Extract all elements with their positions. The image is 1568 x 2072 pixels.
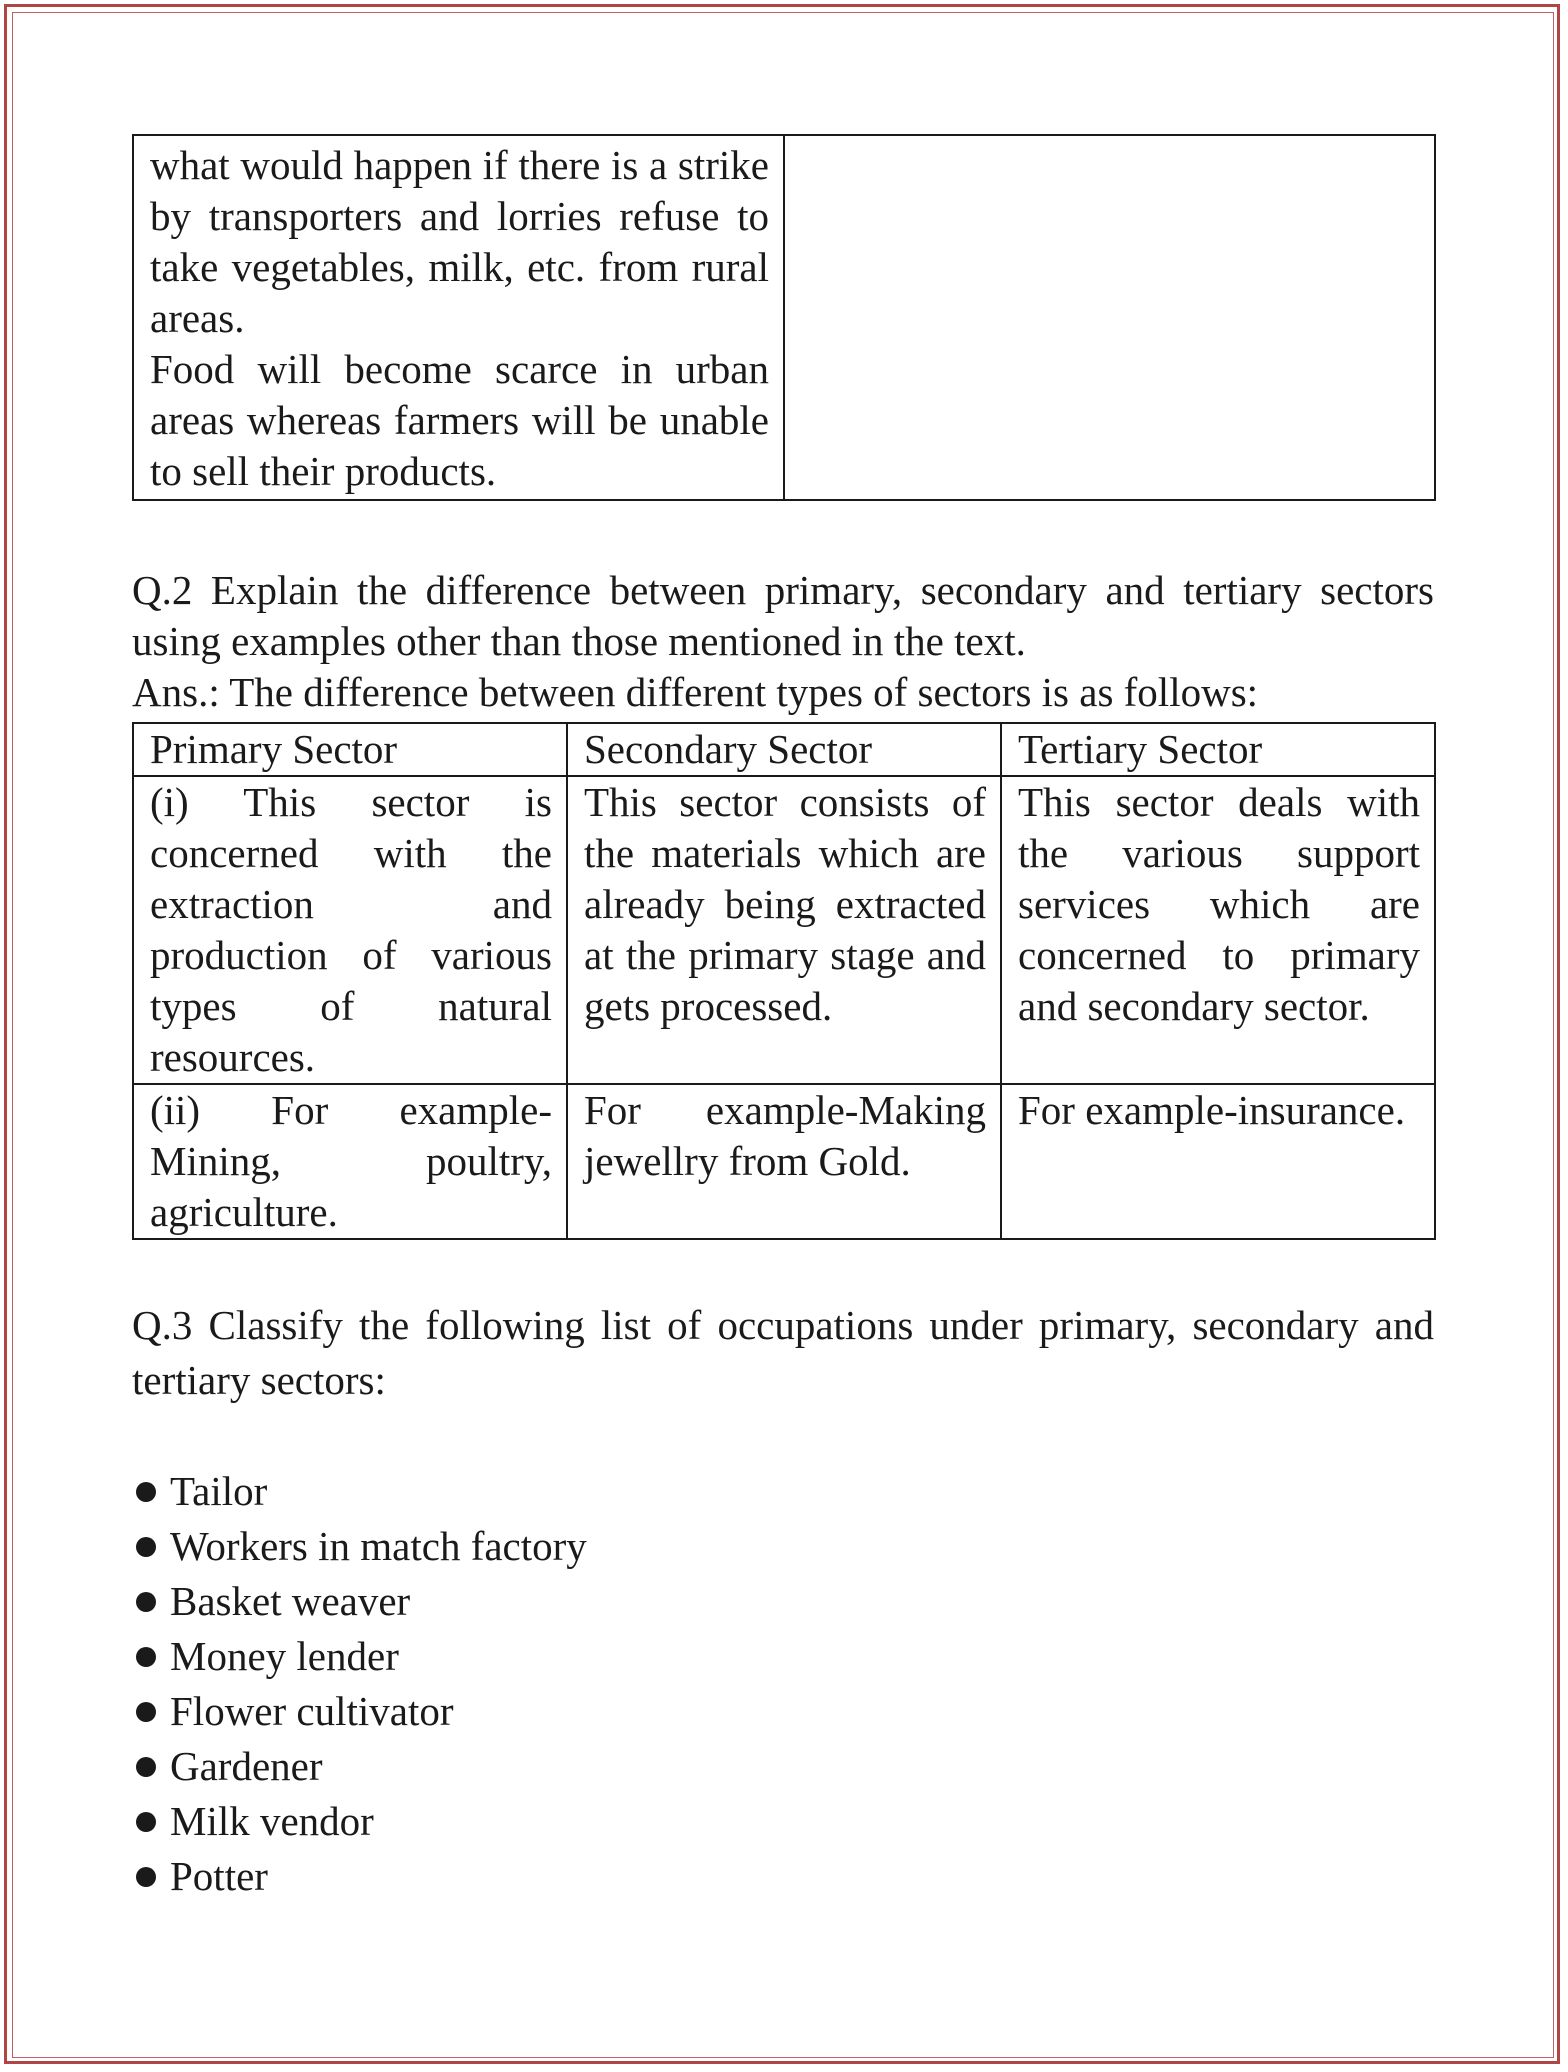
occupation-label: Money lender (170, 1633, 399, 1679)
header-tertiary-sector: Tertiary Sector (1001, 723, 1435, 776)
bullet-icon (136, 1812, 156, 1832)
question-2-block (132, 565, 1434, 718)
page-content (132, 134, 1434, 1904)
header-primary-sector: Primary Sector (133, 723, 567, 776)
bullet-icon (136, 1482, 156, 1502)
list-item (132, 1794, 1434, 1849)
occupation-list (132, 1464, 1434, 1904)
tertiary-description-cell: This sector deals with the various support services which are concerned to primary and secondary sector. (1001, 776, 1435, 1084)
primary-description-cell: (i) This sector is concerned with the extraction and production of various types of natural resources. (133, 776, 567, 1084)
list-item (132, 1519, 1434, 1574)
list-item (132, 1684, 1434, 1739)
bullet-icon (136, 1647, 156, 1667)
answer-cell-right (784, 135, 1435, 500)
secondary-description-cell: This sector consists of the materials which are already being extracted at the primary stage and gets processed. (567, 776, 1001, 1084)
list-item (132, 1739, 1434, 1794)
table-header-row (133, 723, 1435, 776)
bullet-icon (136, 1702, 156, 1722)
occupation-label: Tailor (170, 1468, 268, 1514)
occupation-label: Gardener (170, 1743, 323, 1789)
occupation-label: Potter (170, 1853, 268, 1899)
answer-cell-left (133, 135, 784, 500)
occupation-label: Flower cultivator (170, 1688, 454, 1734)
table-row (133, 776, 1435, 1084)
list-item (132, 1464, 1434, 1519)
list-item (132, 1629, 1434, 1684)
occupation-label: Basket weaver (170, 1578, 411, 1624)
question-2-answer-intro: Ans.: The difference between different types of sectors is as follows: (132, 669, 1259, 715)
tertiary-example-cell: For example-insurance. (1001, 1084, 1435, 1239)
secondary-example-cell: For example-Making jewellry from Gold. (567, 1084, 1001, 1239)
sectors-table (132, 722, 1436, 1240)
list-item (132, 1574, 1434, 1629)
answer-table-continued (132, 134, 1436, 501)
question-3-text: Q.3 Classify the following list of occupations under primary, secondary and tertiary sectors: (132, 1302, 1434, 1403)
question-2-text: Q.2 Explain the difference between primary, secondary and tertiary sectors using examples other than those mentioned in the text. (132, 567, 1434, 664)
bullet-icon (136, 1867, 156, 1887)
header-secondary-sector: Secondary Sector (567, 723, 1001, 776)
primary-example-cell: (ii) For example-Mining, poultry, agriculture. (133, 1084, 567, 1239)
occupation-label: Workers in match factory (170, 1523, 587, 1569)
bullet-icon (136, 1757, 156, 1777)
bullet-icon (136, 1537, 156, 1557)
occupation-label: Milk vendor (170, 1798, 374, 1844)
bullet-icon (136, 1592, 156, 1612)
list-item (132, 1849, 1434, 1904)
table-row (133, 135, 1435, 500)
answer-paragraph-2: Food will become scarce in urban areas whereas farmers will be unable to sell their products. (150, 346, 769, 494)
table-row (133, 1084, 1435, 1239)
answer-paragraph-1: what would happen if there is a strike by transporters and lorries refuse to take vegetables, milk, etc. from rural areas. (150, 142, 769, 341)
